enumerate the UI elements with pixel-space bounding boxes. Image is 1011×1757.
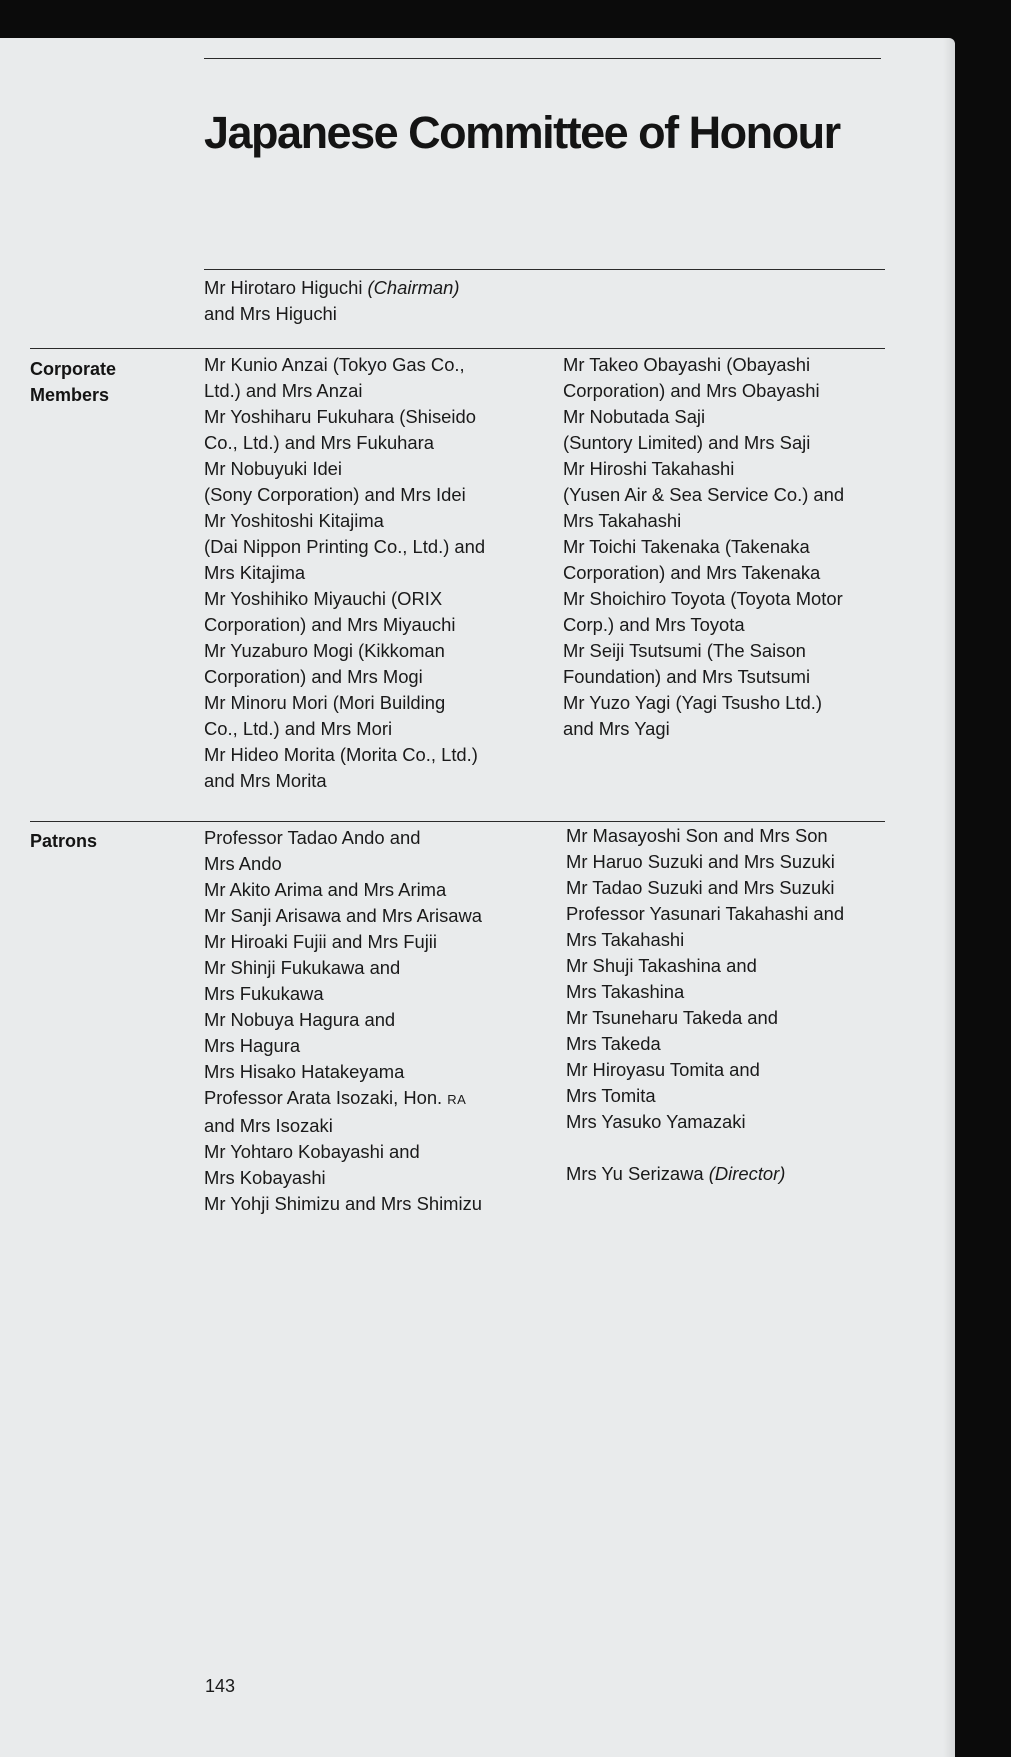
top-rule — [204, 58, 881, 59]
list-item: and Mrs Morita — [204, 770, 327, 791]
patrons-column-right — [566, 823, 844, 1187]
list-item: Mr Hiroyasu Tomita and — [566, 1059, 760, 1080]
list-item: (Dai Nippon Printing Co., Ltd.) and — [204, 536, 486, 557]
chairman-block — [204, 275, 460, 327]
page-number: 143 — [205, 1676, 236, 1696]
corporate-column-right — [563, 352, 844, 742]
list-item: Corporation) and Mrs Obayashi — [563, 380, 820, 401]
list-item: Mr Hideo Morita (Morita Co., Ltd.) — [204, 744, 478, 765]
list-item: (Sony Corporation) and Mrs Idei — [204, 484, 466, 505]
list-item: Corporation) and Mrs Miyauchi — [204, 614, 456, 635]
list-item: Mrs Takahashi — [563, 510, 682, 531]
list-item: Mr Yuzo Yagi (Yagi Tsusho Ltd.) — [563, 692, 822, 713]
chairman-name: Mr Hirotaro Higuchi — [204, 277, 363, 298]
list-item: Mr Toichi Takenaka (Takenaka — [563, 536, 810, 557]
chairman-rule — [204, 269, 885, 270]
list-item: Mr Shinji Fukukawa and — [204, 957, 401, 978]
corporate-members-label: Corporate Members — [30, 359, 117, 405]
list-item: Mr Yuzaburo Mogi (Kikkoman — [204, 640, 445, 661]
list-item: Mrs Tomita — [566, 1085, 656, 1106]
list-item: Mr Tsuneharu Takeda and — [566, 1007, 778, 1028]
list-item: Mr Akito Arima and Mrs Arima — [204, 879, 447, 900]
list-item: Professor Arata Isozaki, Hon. RA — [204, 1087, 467, 1108]
list-item: Mr Kunio Anzai (Tokyo Gas Co., — [204, 354, 465, 375]
list-item: Mrs Takashina — [566, 981, 685, 1002]
list-item: Mr Hiroaki Fujii and Mrs Fujii — [204, 931, 437, 952]
honorific-suffix: RA — [447, 1092, 467, 1107]
list-item: (Suntory Limited) and Mrs Saji — [563, 432, 811, 453]
list-item: Mr Minoru Mori (Mori Building — [204, 692, 446, 713]
list-item: Mrs Takeda — [566, 1033, 661, 1054]
document-page — [0, 38, 955, 1757]
list-item: Mr Seiji Tsutsumi (The Saison — [563, 640, 806, 661]
list-item: Mrs Kitajima — [204, 562, 306, 583]
list-item: Mr Shoichiro Toyota (Toyota Motor — [563, 588, 843, 609]
patrons-column-left — [204, 825, 482, 1217]
list-item: Mrs Yasuko Yamazaki — [566, 1111, 746, 1132]
list-item: Mr Hiroshi Takahashi — [563, 458, 735, 479]
list-item: Mrs Hisako Hatakeyama — [204, 1061, 405, 1082]
list-item: Mrs Ando — [204, 853, 282, 874]
patrons-label: Patrons — [30, 831, 98, 851]
page-title: Japanese Committee of Honour — [204, 107, 840, 158]
list-item: Mr Yohji Shimizu and Mrs Shimizu — [204, 1193, 483, 1214]
list-item: Mrs Hagura — [204, 1035, 301, 1056]
director-role: (Director) — [708, 1163, 786, 1184]
list-item: Mr Shuji Takashina and — [566, 955, 757, 976]
list-item: Mrs Takahashi — [566, 929, 685, 950]
list-item: Mr Yohtaro Kobayashi and — [204, 1141, 420, 1162]
list-item: Corp.) and Mrs Toyota — [563, 614, 745, 635]
list-item: Mr Yoshiharu Fukuhara (Shiseido — [204, 406, 476, 427]
director-line: Mrs Yu Serizawa (Director) — [566, 1163, 786, 1184]
list-item: Mr Yoshitoshi Kitajima — [204, 510, 384, 531]
corporate-rule — [30, 348, 885, 349]
list-item: Corporation) and Mrs Takenaka — [563, 562, 821, 583]
list-item: Professor Tadao Ando and — [204, 827, 421, 848]
list-item: Corporation) and Mrs Mogi — [204, 666, 423, 687]
chairman-spouse: and Mrs Higuchi — [204, 303, 337, 324]
list-item: Mr Tadao Suzuki and Mrs Suzuki — [566, 877, 835, 898]
list-item: and Mrs Isozaki — [204, 1115, 333, 1136]
list-item: Ltd.) and Mrs Anzai — [204, 380, 363, 401]
list-item: Mr Haruo Suzuki and Mrs Suzuki — [566, 851, 835, 872]
list-item: Mr Nobutada Saji — [563, 406, 706, 427]
corporate-column-left — [204, 352, 485, 794]
list-item: Mr Sanji Arisawa and Mrs Arisawa — [204, 905, 482, 926]
list-item: Mrs Kobayashi — [204, 1167, 326, 1188]
list-item: Co., Ltd.) and Mrs Fukuhara — [204, 432, 434, 453]
list-item: Mr Nobuyuki Idei — [204, 458, 342, 479]
list-item: Mr Nobuya Hagura and — [204, 1009, 396, 1030]
list-item: Foundation) and Mrs Tsutsumi — [563, 666, 811, 687]
spacer — [566, 1135, 844, 1161]
list-item: Co., Ltd.) and Mrs Mori — [204, 718, 393, 739]
list-item: Mr Takeo Obayashi (Obayashi — [563, 354, 811, 375]
list-item: Mr Yoshihiko Miyauchi (ORIX — [204, 588, 443, 609]
list-item: and Mrs Yagi — [563, 718, 670, 739]
list-item: Professor Yasunari Takahashi and — [566, 903, 845, 924]
chairman-role: (Chairman) — [367, 277, 460, 298]
patrons-rule — [30, 821, 885, 822]
list-item: Mr Masayoshi Son and Mrs Son — [566, 825, 828, 846]
list-item: Mrs Fukukawa — [204, 983, 324, 1004]
list-item: (Yusen Air & Sea Service Co.) and — [563, 484, 845, 505]
